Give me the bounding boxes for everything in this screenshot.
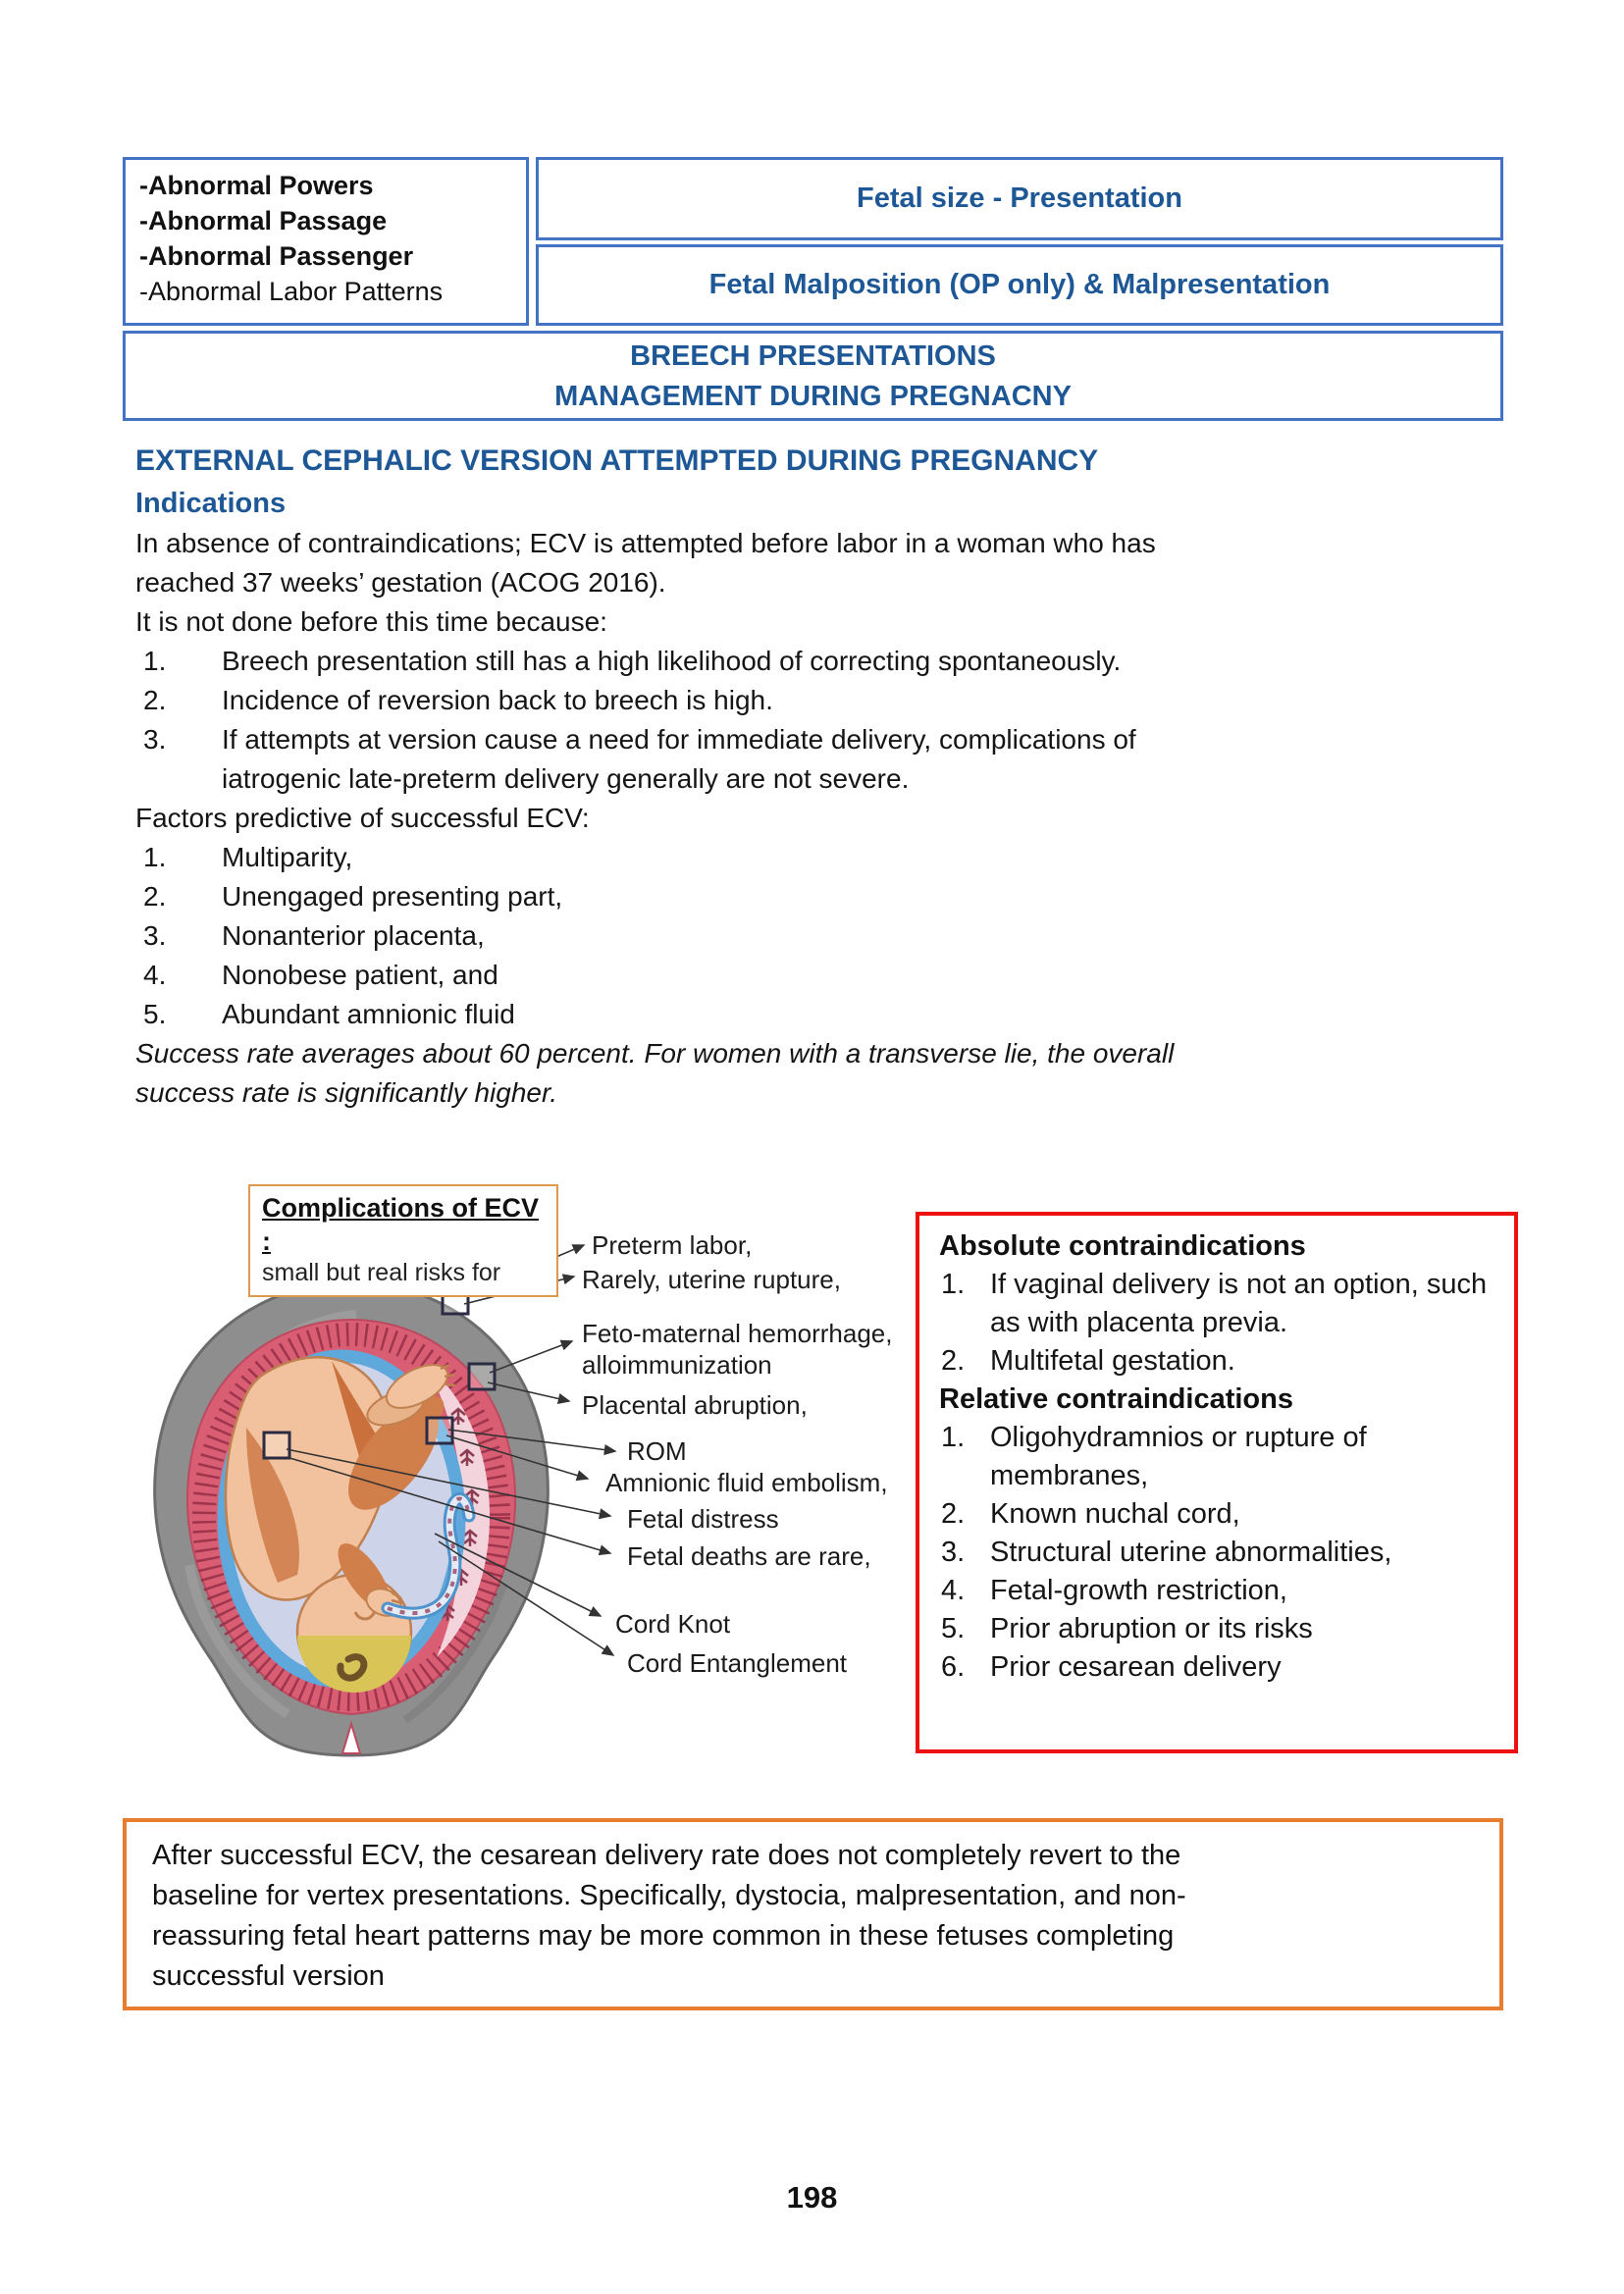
after-ecv-note-text: After successful ECV, the cesarean delivery rate does not completely revert to the baseline for vertex presentations. Specifically, dystocia, malpresentation, and non-reassuring fetal heart patterns may be more common in these fetuses completing successful version — [152, 1840, 1186, 1992]
figure-label: Rarely, uterine rupture, — [582, 1265, 841, 1294]
list-text: Oligohydramnios or rupture of membranes, — [990, 1422, 1367, 1491]
list-text: Unengaged presenting part, — [222, 881, 563, 912]
list-number: 2. — [143, 881, 167, 912]
uterus-illustration — [131, 1271, 572, 1761]
banner-line1: BREECH PRESENTATIONS — [630, 340, 996, 372]
after-ecv-note-box — [123, 1818, 1503, 2010]
header-topic-line: -Abnormal Labor Patterns — [139, 277, 444, 306]
list-text: Nonanterior placenta, — [222, 920, 485, 951]
list-number: 4. — [941, 1575, 966, 1606]
figure-label: Fetal deaths are rare, — [627, 1541, 871, 1571]
figure-label: Cord Knot — [615, 1609, 731, 1639]
contraindications-box — [916, 1212, 1518, 1753]
figure-label: Fetal distress — [627, 1504, 779, 1534]
list-number: 3. — [941, 1537, 966, 1568]
banner-line2: MANAGEMENT DURING PREGNACNY — [554, 381, 1072, 412]
list-text: Prior cesarean delivery — [990, 1651, 1282, 1683]
list-item — [135, 720, 1200, 799]
main-content — [135, 440, 1200, 1113]
list-item — [939, 1495, 1496, 1534]
header-cell-malposition: Fetal Malposition (OP only) & Malpresentation — [536, 244, 1503, 326]
banner-title-box — [123, 331, 1503, 421]
list-item — [939, 1534, 1496, 1572]
list-item — [939, 1610, 1496, 1648]
ecv-complications-figure — [123, 1173, 957, 1786]
list-item — [135, 838, 1200, 877]
list-number: 1. — [941, 1422, 966, 1453]
list-text: If attempts at version cause a need for immediate delivery, complications of iatrogenic late-preterm delivery generally are not severe. — [222, 724, 1136, 794]
list-item — [135, 995, 1200, 1034]
list-text: Multiparity, — [222, 842, 353, 872]
list-text: Known nuchal cord, — [990, 1498, 1240, 1530]
list-text: Breech presentation still has a high likelihood of correcting spontaneously. — [222, 646, 1122, 676]
list-text: Nonobese patient, and — [222, 960, 498, 990]
list-item — [135, 877, 1200, 916]
list-number: 2. — [143, 685, 167, 715]
paragraph: It is not done before this time because: — [135, 606, 607, 637]
complications-title: Complications of ECV : — [262, 1193, 540, 1256]
list-item — [135, 956, 1200, 995]
list-text: Structural uterine abnormalities, — [990, 1537, 1392, 1568]
list-number: 1. — [143, 842, 167, 872]
list-number: 2. — [941, 1345, 966, 1377]
header-topic-line: -Abnormal Passage — [139, 206, 388, 235]
paragraph: Factors predictive of successful ECV: — [135, 803, 590, 833]
header-topics-box — [123, 157, 529, 326]
list-number: 3. — [143, 920, 167, 951]
list-number: 4. — [143, 960, 167, 990]
header-cell-fetal-size: Fetal size - Presentation — [536, 157, 1503, 240]
header-topic-line: -Abnormal Passenger — [139, 241, 414, 271]
figure-label: Feto-maternal hemorrhage, alloimmunization — [582, 1319, 893, 1380]
figure-label: Preterm labor, — [592, 1230, 753, 1260]
list-item — [939, 1648, 1496, 1687]
complications-box — [248, 1184, 558, 1297]
callout-square-placenta — [469, 1364, 495, 1389]
header-topic-line: -Abnormal Powers — [139, 171, 374, 200]
list-item — [939, 1419, 1496, 1495]
complications-subtitle: small but real risks for — [262, 1259, 501, 1286]
callout-square-fetus — [264, 1433, 289, 1458]
relative-contraindications-title: Relative contraindications — [939, 1383, 1293, 1415]
figure-label: ROM — [627, 1436, 687, 1466]
page-number: 198 — [786, 2180, 838, 2215]
list-number: 6. — [941, 1651, 966, 1683]
list-text: Fetal-growth restriction, — [990, 1575, 1287, 1606]
list-item — [135, 642, 1200, 681]
figure-label: Cord Entanglement — [627, 1648, 848, 1678]
list-text: Incidence of reversion back to breech is high. — [222, 685, 773, 715]
list-item — [135, 681, 1200, 720]
paragraph: In absence of contraindications; ECV is attempted before labor in a woman who has reached 37 weeks’ gestation (ACOG 2016). — [135, 528, 1156, 598]
list-number: 1. — [143, 646, 167, 676]
section-subtitle: Indications — [135, 488, 287, 519]
list-item — [939, 1266, 1496, 1342]
section-title: EXTERNAL CEPHALIC VERSION ATTEMPTED DURING PREGNANCY — [135, 444, 1099, 477]
list-number: 5. — [941, 1613, 966, 1644]
list-text: If vaginal delivery is not an option, such as with placenta previa. — [990, 1269, 1488, 1338]
list-item — [939, 1572, 1496, 1610]
figure-label: Amnionic fluid embolism, — [605, 1468, 888, 1497]
success-rate-note: Success rate averages about 60 percent. For women with a transverse lie, the overall success rate is significantly higher. — [135, 1038, 1175, 1108]
list-text: Abundant amnionic fluid — [222, 999, 515, 1029]
list-number: 5. — [143, 999, 167, 1029]
absolute-contraindications-title: Absolute contraindications — [939, 1230, 1306, 1262]
list-number: 3. — [143, 724, 167, 755]
list-number: 1. — [941, 1269, 966, 1300]
callout-square-fluid — [427, 1418, 452, 1443]
list-text: Multifetal gestation. — [990, 1345, 1235, 1377]
list-item — [939, 1342, 1496, 1381]
figure-label: Placental abruption, — [582, 1390, 808, 1420]
list-number: 2. — [941, 1498, 966, 1530]
list-text: Prior abruption or its risks — [990, 1613, 1313, 1644]
list-item — [135, 916, 1200, 956]
